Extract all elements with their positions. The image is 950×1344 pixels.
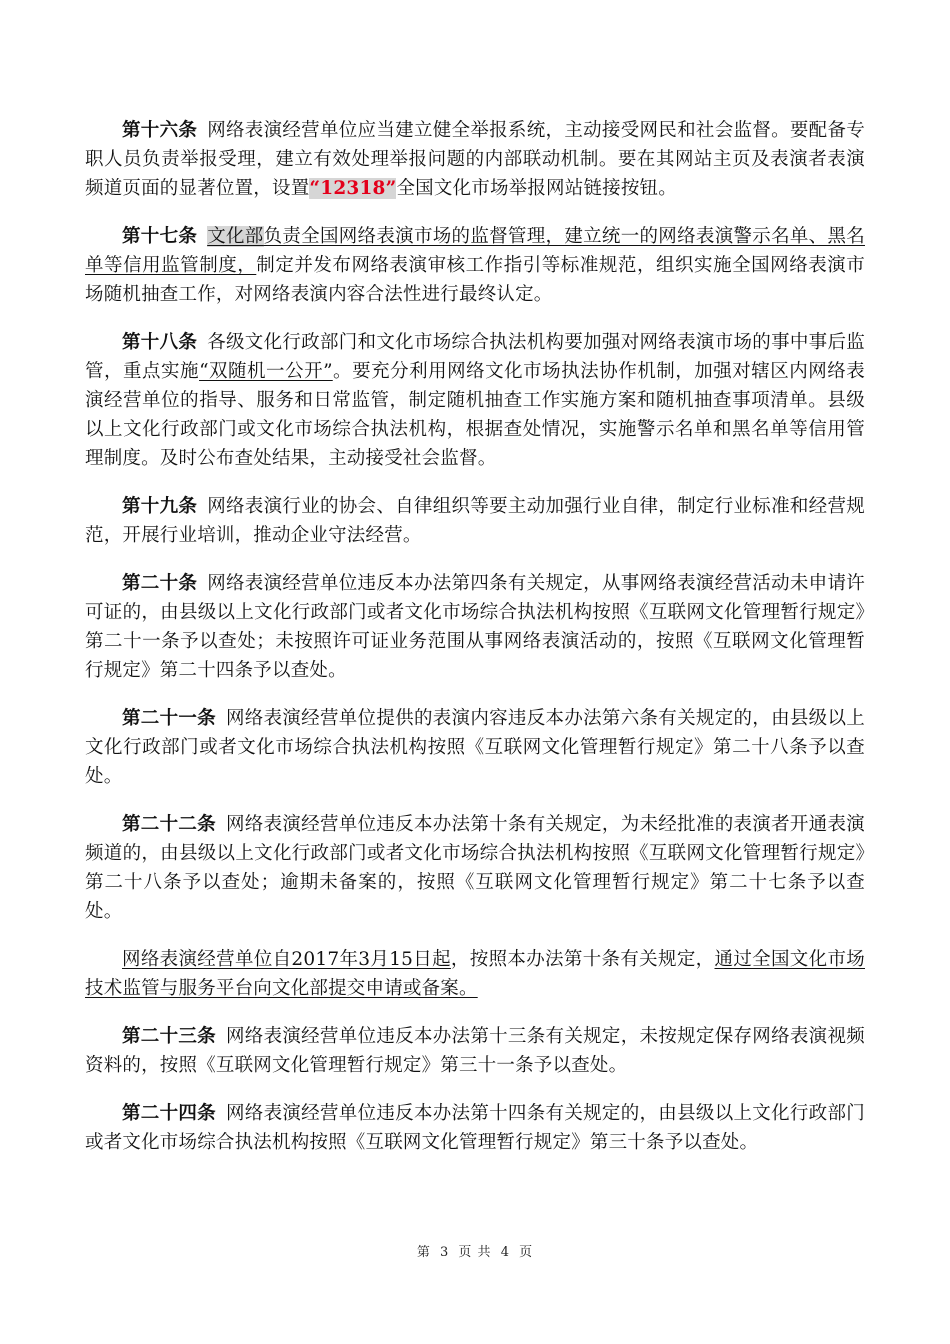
underlined-text: 负责全国网络表演市场的监督管理，建立统一的网络表演警示名单、黑名单等信用监管制度， <box>85 226 865 276</box>
article-text: 各级文化行政部门和文化市场综合执法机构要加强对网络表演市场的事中事后监管，重点实施 <box>85 332 865 382</box>
underlined-text: 网络表演经营单位自2017年3月15日起 <box>122 949 451 970</box>
article-text: 全国文化市场举报网站链接按钮。 <box>396 178 677 199</box>
article-22-supplement <box>85 945 865 1003</box>
hotline-highlight: “12318” <box>309 178 397 199</box>
article-label: 第二十四条 <box>122 1103 216 1124</box>
underlined-text: 通过全国文化市场技术监管与服务平台向文化部提交申请或备案。 <box>85 949 865 999</box>
underlined-text: “双随机一公开” <box>199 361 333 382</box>
document-body <box>85 116 865 1176</box>
article-label: 第十九条 <box>122 496 198 517</box>
footer-prefix: 第 <box>416 1245 431 1260</box>
article-18 <box>85 328 865 473</box>
highlighted-text: 文化部 <box>207 226 264 247</box>
article-label: 第十六条 <box>122 120 198 141</box>
footer-suffix: 页 <box>519 1245 534 1260</box>
article-text: 网络表演经营单位违反本办法第十四条有关规定的，由县级以上文化行政部门或者文化市场综合执法机构按照《互联网文化管理暂行规定》第三十条予以查处。 <box>85 1103 865 1153</box>
article-16 <box>85 116 865 203</box>
article-label: 第二十三条 <box>122 1026 216 1047</box>
article-23 <box>85 1022 865 1080</box>
article-22 <box>85 810 865 926</box>
article-text: 网络表演经营单位违反本办法第十三条有关规定，未按规定保存网络表演视频资料的，按照《互联网文化管理暂行规定》第三十一条予以查处。 <box>85 1026 865 1076</box>
article-label: 第二十一条 <box>122 708 216 729</box>
article-label: 第十八条 <box>122 332 198 353</box>
article-20 <box>85 569 865 685</box>
footer-middle: 页 共 <box>458 1245 492 1260</box>
article-text: 网络表演行业的协会、自律组织等要主动加强行业自律，制定行业标准和经营规范，开展行业培训，推动企业守法经营。 <box>85 496 865 546</box>
page-total: 4 <box>500 1245 510 1260</box>
article-label: 第二十二条 <box>122 814 216 835</box>
article-text: 网络表演经营单位应当建立健全举报系统，主动接受网民和社会监督。要配备专职人员负责举报受理，建立有效处理举报问题的内部联动机制。要在其网站主页及表演者表演频道页面的显著位置，设置 <box>85 120 865 199</box>
article-19 <box>85 492 865 550</box>
article-17 <box>85 222 865 309</box>
article-text: ，按照本办法第十条有关规定， <box>450 949 715 970</box>
page-number: 3 <box>440 1245 450 1260</box>
article-text: 网络表演经营单位违反本办法第四条有关规定，从事网络表演经营活动未申请许可证的，由县级以上文化行政部门或者文化市场综合执法机构按照《互联网文化管理暂行规定》第二十一条予以查处；未按照许可证业务范围从事网络表演活动的，按照《互联网文化管理暂行规定》第二十四条予以查处。 <box>85 573 865 681</box>
article-text: 制定并发布网络表演审核工作指引等标准规范，组织实施全国网络表演市场随机抽查工作，对网络表演内容合法性进行最终认定。 <box>85 255 865 305</box>
article-text: 网络表演经营单位提供的表演内容违反本办法第六条有关规定的，由县级以上文化行政部门或者文化市场综合执法机构按照《互联网文化管理暂行规定》第二十八条予以查处。 <box>85 708 865 787</box>
article-label: 第二十条 <box>122 573 198 594</box>
article-label: 第十七条 <box>122 226 198 247</box>
page-footer <box>0 1241 950 1260</box>
article-text: 网络表演经营单位违反本办法第十条有关规定，为未经批准的表演者开通表演频道的，由县级以上文化行政部门或者文化市场综合执法机构按照《互联网文化管理暂行规定》第二十八条予以查处；逾期未备案的，按照《互联网文化管理暂行规定》第二十七条予以查处。 <box>85 814 865 922</box>
article-21 <box>85 704 865 791</box>
article-24 <box>85 1099 865 1157</box>
article-text: 。要充分利用网络文化市场执法协作机制，加强对辖区内网络表演经营单位的指导、服务和日常监管，制定随机抽查工作实施方案和随机抽查事项清单。县级以上文化行政部门或文化市场综合执法机构，根据查处情况，实施警示名单和黑名单等信用管理制度。及时公布查处结果，主动接受社会监督。 <box>85 361 865 469</box>
